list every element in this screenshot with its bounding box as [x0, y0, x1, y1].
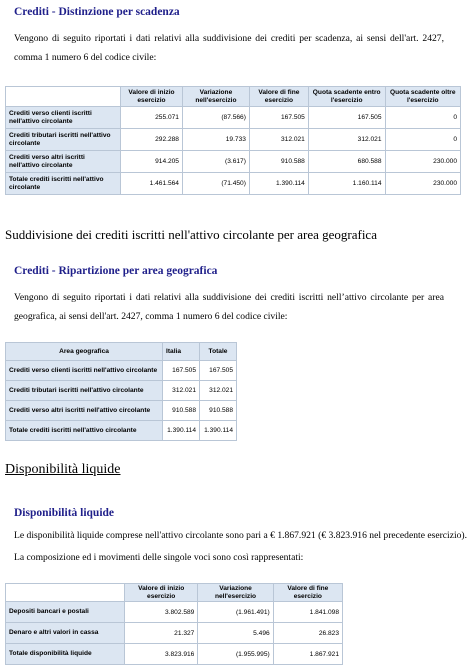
- col-header: Valore di fine esercizio: [249, 87, 308, 107]
- cell: 312.021: [200, 381, 237, 401]
- col-header: Area geografica: [6, 343, 163, 361]
- cell: 312.021: [308, 129, 385, 151]
- table-row: [6, 602, 343, 623]
- row-label: Totale crediti iscritti nell'attivo circolante: [6, 421, 163, 441]
- section-heading-area: Crediti - Ripartizione per area geografica: [14, 265, 218, 277]
- col-header: Variazione nell'esercizio: [182, 87, 249, 107]
- cell: 312.021: [249, 129, 308, 151]
- table-row: [6, 623, 343, 644]
- table-row: [6, 173, 461, 195]
- section-heading-scadenza: Crediti - Distinzione per scadenza: [14, 6, 180, 18]
- table-liquidita: [5, 583, 343, 665]
- cell: 910.588: [163, 401, 200, 421]
- cell: 21.327: [125, 623, 198, 644]
- cell: (1.961.491): [198, 602, 273, 623]
- intro-area: Vengono di seguito riportati i dati relativi alla suddivisione dei crediti iscritti nell’attivo circolante per area geografica, ai sensi dell'art. 2427, comma 1 numero 6 del codice civile:: [14, 292, 444, 322]
- col-header: Valore di inizio esercizio: [125, 584, 198, 602]
- cell: 1.867.921: [273, 644, 342, 665]
- cell: 1.461.564: [121, 173, 183, 195]
- table-row: [6, 644, 343, 665]
- col-header: Totale: [200, 343, 237, 361]
- liquidita-line-1: Le disponibilità liquide comprese nell'attivo circolante sono pari a € 1.867.921 (€ 3.823.916 nel precedente esercizio).: [14, 530, 468, 541]
- cell: 680.588: [308, 151, 385, 173]
- cell: (71.450): [182, 173, 249, 195]
- section-title-area: Suddivisione dei crediti iscritti nell'attivo circolante per area geografica: [5, 227, 377, 242]
- col-header: Variazione nell'esercizio: [198, 584, 273, 602]
- cell: 167.505: [163, 361, 200, 381]
- cell: 19.733: [182, 129, 249, 151]
- row-label: Depositi bancari e postali: [6, 602, 125, 623]
- cell: 26.823: [273, 623, 342, 644]
- row-label: Crediti verso altri iscritti nell'attivo circolante: [6, 151, 121, 173]
- table-row: [6, 151, 461, 173]
- row-label: Crediti tributari iscritti nell'attivo circolante: [6, 381, 163, 401]
- table-row: [6, 401, 237, 421]
- cell: 1.390.114: [163, 421, 200, 441]
- row-label: Crediti verso altri iscritti nell'attivo circolante: [6, 401, 163, 421]
- row-label: Crediti tributari iscritti nell'attivo circolante: [6, 129, 121, 151]
- table-row: [6, 421, 237, 441]
- table-row: [6, 107, 461, 129]
- table-corner: [6, 87, 121, 107]
- cell: 167.505: [200, 361, 237, 381]
- table-row: [6, 129, 461, 151]
- cell: 292.288: [121, 129, 183, 151]
- table-scadenza: [5, 86, 461, 195]
- cell: 312.021: [163, 381, 200, 401]
- section-title-liquidita: Disponibilità liquide: [5, 462, 121, 477]
- cell: (87.566): [182, 107, 249, 129]
- cell: 0: [385, 107, 460, 129]
- cell: 230.000: [385, 151, 460, 173]
- cell: 167.505: [308, 107, 385, 129]
- row-label: Denaro e altri valori in cassa: [6, 623, 125, 644]
- cell: 1.390.114: [200, 421, 237, 441]
- table-corner: [6, 584, 125, 602]
- cell: 255.071: [121, 107, 183, 129]
- table-row: [6, 381, 237, 401]
- col-header: Quota scadente oltre l'esercizio: [385, 87, 460, 107]
- row-label: Totale disponibilità liquide: [6, 644, 125, 665]
- cell: 914.205: [121, 151, 183, 173]
- cell: 0: [385, 129, 460, 151]
- cell: 230.000: [385, 173, 460, 195]
- col-header: Valore di fine esercizio: [273, 584, 342, 602]
- col-header: Valore di inizio esercizio: [121, 87, 183, 107]
- table-row: [6, 361, 237, 381]
- cell: 167.505: [249, 107, 308, 129]
- cell: 5.496: [198, 623, 273, 644]
- cell: (3.617): [182, 151, 249, 173]
- row-label: Crediti verso clienti iscritti nell'attivo circolante: [6, 107, 121, 129]
- cell: 3.802.589: [125, 602, 198, 623]
- intro-scadenza: Vengono di seguito riportati i dati relativi alla suddivisione dei crediti per scadenza, ai sensi dell'art. 2427, comma 1 numero 6 del codice civile:: [14, 33, 444, 63]
- cell: 1.390.114: [249, 173, 308, 195]
- cell: (1.955.995): [198, 644, 273, 665]
- cell: 910.588: [249, 151, 308, 173]
- cell: 3.823.916: [125, 644, 198, 665]
- table-area: [5, 342, 237, 441]
- cell: 1.841.098: [273, 602, 342, 623]
- row-label: Crediti verso clienti iscritti nell'attivo circolante: [6, 361, 163, 381]
- section-heading-liquidita: Disponibilità liquide: [14, 507, 115, 519]
- liquidita-line-2: La composizione ed i movimenti delle singole voci sono così rappresentati:: [14, 552, 304, 563]
- col-header: Italia: [163, 343, 200, 361]
- row-label: Totale crediti iscritti nell'attivo circolante: [6, 173, 121, 195]
- cell: 1.160.114: [308, 173, 385, 195]
- cell: 910.588: [200, 401, 237, 421]
- col-header: Quota scadente entro l'esercizio: [308, 87, 385, 107]
